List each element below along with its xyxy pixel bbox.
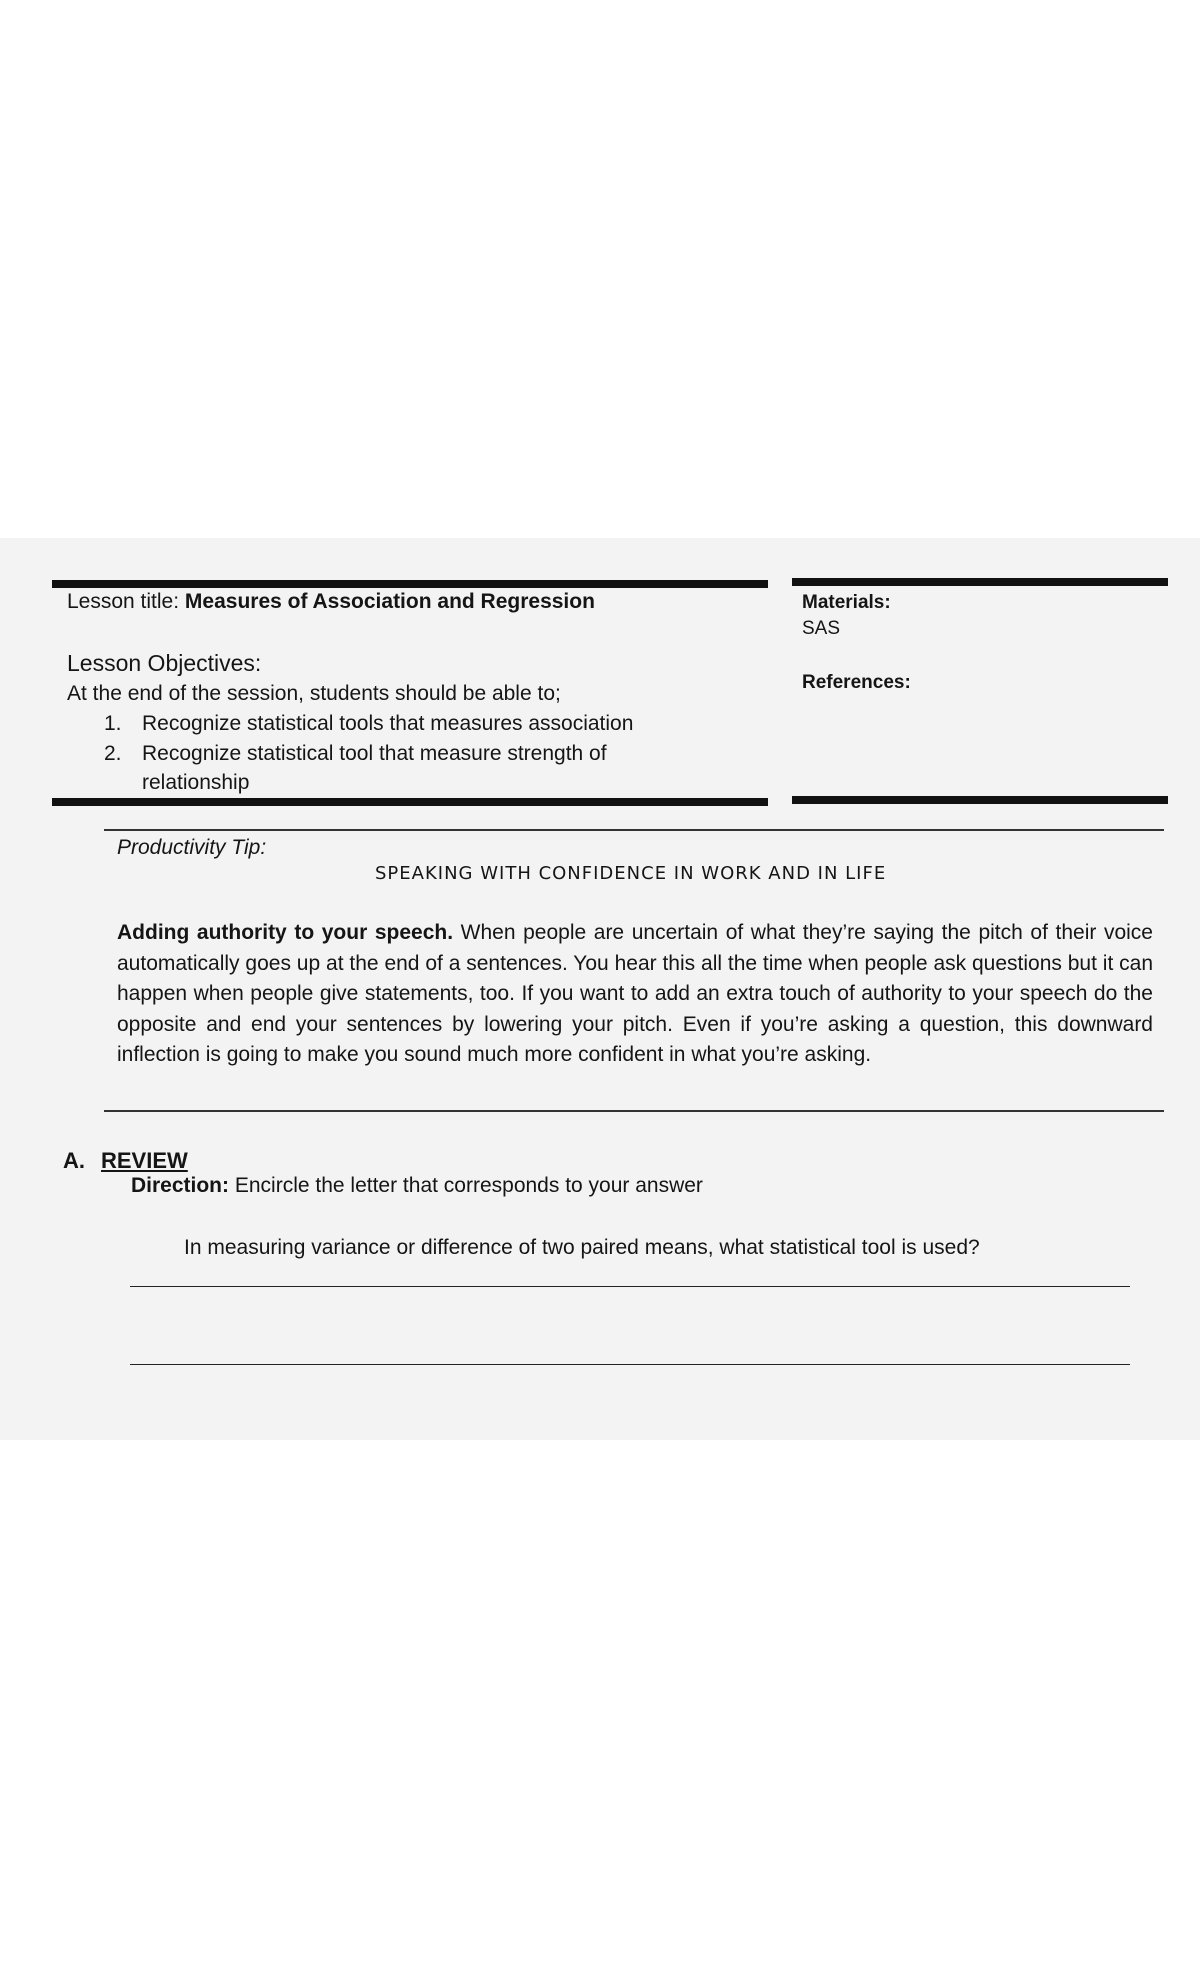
- tip-paragraph: [117, 918, 1153, 1071]
- answer-line-1[interactable]: [130, 1286, 1130, 1287]
- header-bottom-bar-right: [792, 796, 1168, 804]
- tip-top-rule: [104, 829, 1164, 831]
- section-letter: A.: [63, 1148, 85, 1173]
- lesson-title-label: Lesson title:: [67, 590, 180, 613]
- tip-heading: SPEAKING WITH CONFIDENCE IN WORK AND IN LIFE: [375, 863, 887, 884]
- references-label: References:: [802, 672, 911, 693]
- header-top-bar-right: [792, 578, 1168, 586]
- header-top-bar-left: [52, 580, 768, 588]
- lesson-title-value: Measures of Association and Regression: [184, 590, 595, 613]
- tip-label: Productivity Tip:: [117, 836, 267, 859]
- tip-body: When people are uncertain of what they’re saying the pitch of their voice automatically goes up at the end of a sentences. You hear this all the time when people ask questions but it can happen when people give statements, too. If you want to add an extra touch of authority to your speech do the opposite and end your sentences by lowering your pitch. Even if you’re asking a question, this downward inflection is going to make you sound much more confident in what you’re asking.: [117, 921, 1153, 1066]
- answer-line-2[interactable]: [130, 1364, 1130, 1365]
- lesson-title: [67, 590, 595, 614]
- objective-item-2-continued: relationship: [142, 771, 250, 794]
- objectives-heading: Lesson Objectives:: [67, 650, 262, 676]
- objective-number: 2.: [104, 742, 122, 765]
- header-bottom-bar-left: [52, 798, 768, 806]
- review-question: In measuring variance or difference of two paired means, what statistical tool is used?: [184, 1236, 980, 1259]
- objective-item-2: Recognize statistical tool that measure strength of: [142, 742, 607, 765]
- direction: [131, 1174, 703, 1198]
- objective-item-1: Recognize statistical tools that measures association: [142, 712, 634, 735]
- section-title: REVIEW: [101, 1148, 188, 1173]
- materials-value: SAS: [802, 618, 841, 639]
- objectives-intro: At the end of the session, students should be able to;: [67, 682, 561, 705]
- direction-text: Encircle the letter that corresponds to your answer: [234, 1174, 703, 1197]
- tip-lead: Adding authority to your speech.: [117, 921, 454, 944]
- tip-bottom-rule: [104, 1110, 1164, 1112]
- objective-number: 1.: [104, 712, 122, 735]
- materials-label: Materials:: [802, 592, 891, 613]
- direction-label: Direction:: [131, 1174, 230, 1197]
